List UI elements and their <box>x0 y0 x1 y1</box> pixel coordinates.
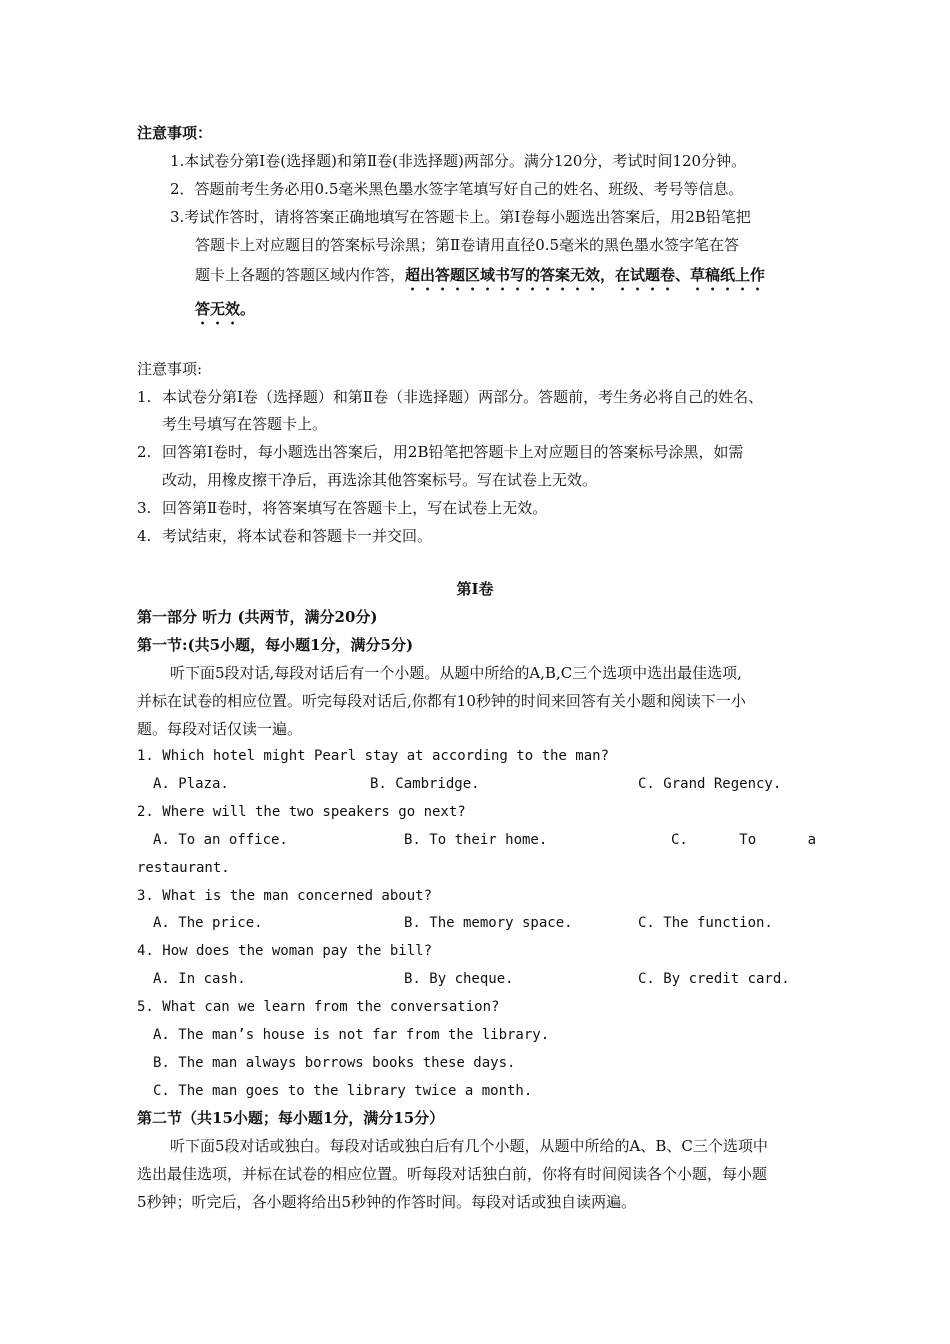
notice2-item-number: 3. <box>137 499 152 517</box>
question-4-option-a: A. In cash. <box>153 971 246 987</box>
part1-title: 第一部分 听力 (共两节，满分20分) <box>137 608 378 626</box>
notice1-item-3-cont <box>195 264 765 286</box>
notice2-item-text: 考生号填写在答题卡上。 <box>162 415 328 433</box>
section2-instructions: 5秒钟；听完后，各小题将给出5秒钟的作答时间。每段对话或独自读两遍。 <box>137 1193 637 1211</box>
notice1-item-3: 3.考试作答时，请将答案正确地填写在答题卡上。第Ⅰ卷每小题选出答案后，用2B铅笔把 <box>170 208 751 226</box>
notice2-item-text: 本试卷分第Ⅰ卷（选择题）和第Ⅱ卷（非选择题）两部分。答题前，考生务必将自己的姓名、 <box>162 388 764 406</box>
question-2-option-a: A. To an office. <box>153 832 288 848</box>
notice1-emphasis-text: 答无效。 <box>195 300 256 318</box>
section2-instructions: 选出最佳选项，并标在试卷的相应位置。听每段对话独白前，你将有时间阅读各个小题，每小题 <box>137 1165 768 1183</box>
question-4-option-c: C. By credit card. <box>638 971 790 987</box>
question-5: 5. What can we learn from the conversation? <box>137 999 500 1015</box>
notice2-item-text: 回答第Ⅰ卷时，每小题选出答案后，用2B铅笔把答题卡上对应题目的答案标号涂黑，如需 <box>162 443 744 461</box>
notice2-item-number: 1. <box>137 388 152 406</box>
section1-title: 第一节:(共5小题，每小题1分，满分5分) <box>137 636 414 654</box>
notice2-item-text: 回答第Ⅱ卷时，将答案填写在答题卡上，写在试卷上无效。 <box>162 499 548 517</box>
question-1-option-a: A. Plaza. <box>153 776 229 792</box>
question-4: 4. How does the woman pay the bill? <box>137 943 433 959</box>
section1-instructions: 题。每段对话仅读一遍。 <box>137 720 303 738</box>
question-4-option-b: B. By cheque. <box>404 971 514 987</box>
option-c-letter: C. <box>671 832 688 848</box>
notice1-plain-text: 题卡上各题的答题区域内作答， <box>195 266 406 284</box>
section1-instructions: 听下面5段对话,每段对话后有一个小题。从题中所给的A,B,C三个选项中选出最佳选项, <box>170 664 742 682</box>
section1-instructions: 并标在试卷的相应位置。听完每段对话后,你都有10秒钟的时间来回答有关小题和阅读下一小 <box>137 692 746 710</box>
question-5-option-b: B. The man always borrows books these days. <box>153 1055 516 1071</box>
notice2-title: 注意事项: <box>137 360 203 378</box>
option-c-word: To <box>739 832 757 848</box>
question-2: 2. Where will the two speakers go next? <box>137 804 466 820</box>
question-5-option-a: A. The man’s house is not far from the library. <box>153 1027 550 1043</box>
section2-instructions: 听下面5段对话或独白。每段对话或独白后有几个小题，从题中所给的A、B、C三个选项中 <box>170 1137 768 1155</box>
notice1-title: 注意事项： <box>137 124 213 142</box>
question-2-option-c-wrap: restaurant. <box>137 860 230 876</box>
question-3: 3. What is the man concerned about? <box>137 888 433 904</box>
notice2-item-text: 考试结束，将本试卷和答题卡一并交回。 <box>162 527 433 545</box>
notice2-item-number: 2. <box>137 443 152 461</box>
question-3-option-a: A. The price. <box>153 915 263 931</box>
notice2-item-text: 改动，用橡皮擦干净后，再选涂其他答案标号。写在试卷上无效。 <box>162 471 598 489</box>
notice1-item-1: 1.本试卷分第Ⅰ卷(选择题)和第Ⅱ卷(非选择题)两部分。满分120分，考试时间120分钟。 <box>170 152 747 170</box>
question-1-option-c: C. Grand Regency. <box>638 776 782 792</box>
question-2-option-c <box>671 829 816 851</box>
section2-title: 第二节（共15小题；每小题1分，满分15分） <box>137 1109 445 1127</box>
notice1-emphasis-text: 超出答题区域书写的答案无效，在试题卷、草稿纸上作 <box>405 266 766 284</box>
notice1-item-3-cont: 答题卡上对应题目的答案标号涂黑；第Ⅱ卷请用直径0.5毫米的黑色墨水签字笔在答 <box>195 236 740 254</box>
notice1-item-2: 2．答题前考生务必用0.5毫米黑色墨水签字笔填写好自己的姓名、班级、考号等信息。 <box>170 180 744 198</box>
question-2-option-b: B. To their home. <box>404 832 548 848</box>
question-1-option-b: B. Cambridge. <box>370 776 480 792</box>
question-3-option-c: C. The function. <box>638 915 773 931</box>
volume-title: 第Ⅰ卷 <box>456 580 494 598</box>
option-c-word: a <box>807 832 816 848</box>
question-3-option-b: B. The memory space. <box>404 915 573 931</box>
question-1: 1. Which hotel might Pearl stay at according to the man? <box>137 748 610 764</box>
question-5-option-c: C. The man goes to the library twice a month. <box>153 1083 533 1099</box>
notice2-item-number: 4. <box>137 527 152 545</box>
